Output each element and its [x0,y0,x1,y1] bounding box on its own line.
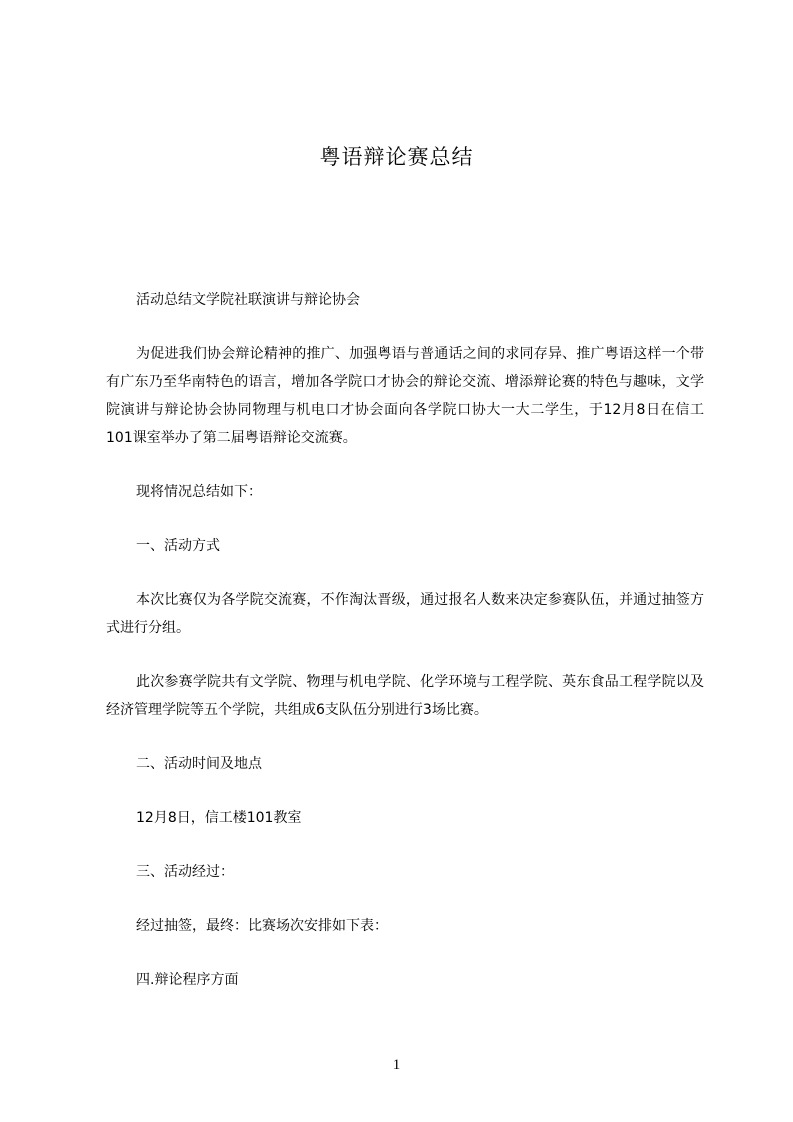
document-body [106,286,704,994]
paragraph-summary-lead: 现将情况总结如下： [136,484,262,500]
section-heading-process: 三、活动经过： [136,864,234,880]
paragraph-activity-format: 本次比赛仅为各学院交流赛，不作淘汰晋级，通过报名人数来决定参赛队伍，并通过抽签方式进行分组。 [106,592,704,636]
page-number: 1 [392,1057,401,1073]
paragraph-participants: 此次参赛学院共有文学院、物理与机电学院、化学环境与工程学院、英东食品工程学院以及经济管理学院等五个学院，共组成6支队伍分别进行3场比赛。 [106,674,704,718]
paragraph-schedule: 经过抽签，最终：比赛场次安排如下表： [136,918,388,934]
paragraph-time-place: 12月8日，信工楼101教室 [136,810,302,826]
section-heading-activity-format: 一、活动方式 [136,538,220,554]
paragraph-organizer: 活动总结文学院社联演讲与辩论协会 [136,292,360,308]
paragraph-intro: 为促进我们协会辩论精神的推广、加强粤语与普通话之间的求同存异、推广粤语这样一个带有广东乃至华南特色的语言，增加各学院口才协会的辩论交流、增添辩论赛的特色与趣味，文学院演讲与辩论协会协同物理与机电口才协会面向各学院口协大一大二学生，于12月8日在信工101课室举办了第二届粤语辩论交流赛。 [106,346,704,446]
document-title: 粤语辩论赛总结 [319,145,474,169]
section-heading-debate-procedure: 四.辩论程序方面 [136,972,239,988]
section-heading-time-place: 二、活动时间及地点 [136,756,262,772]
